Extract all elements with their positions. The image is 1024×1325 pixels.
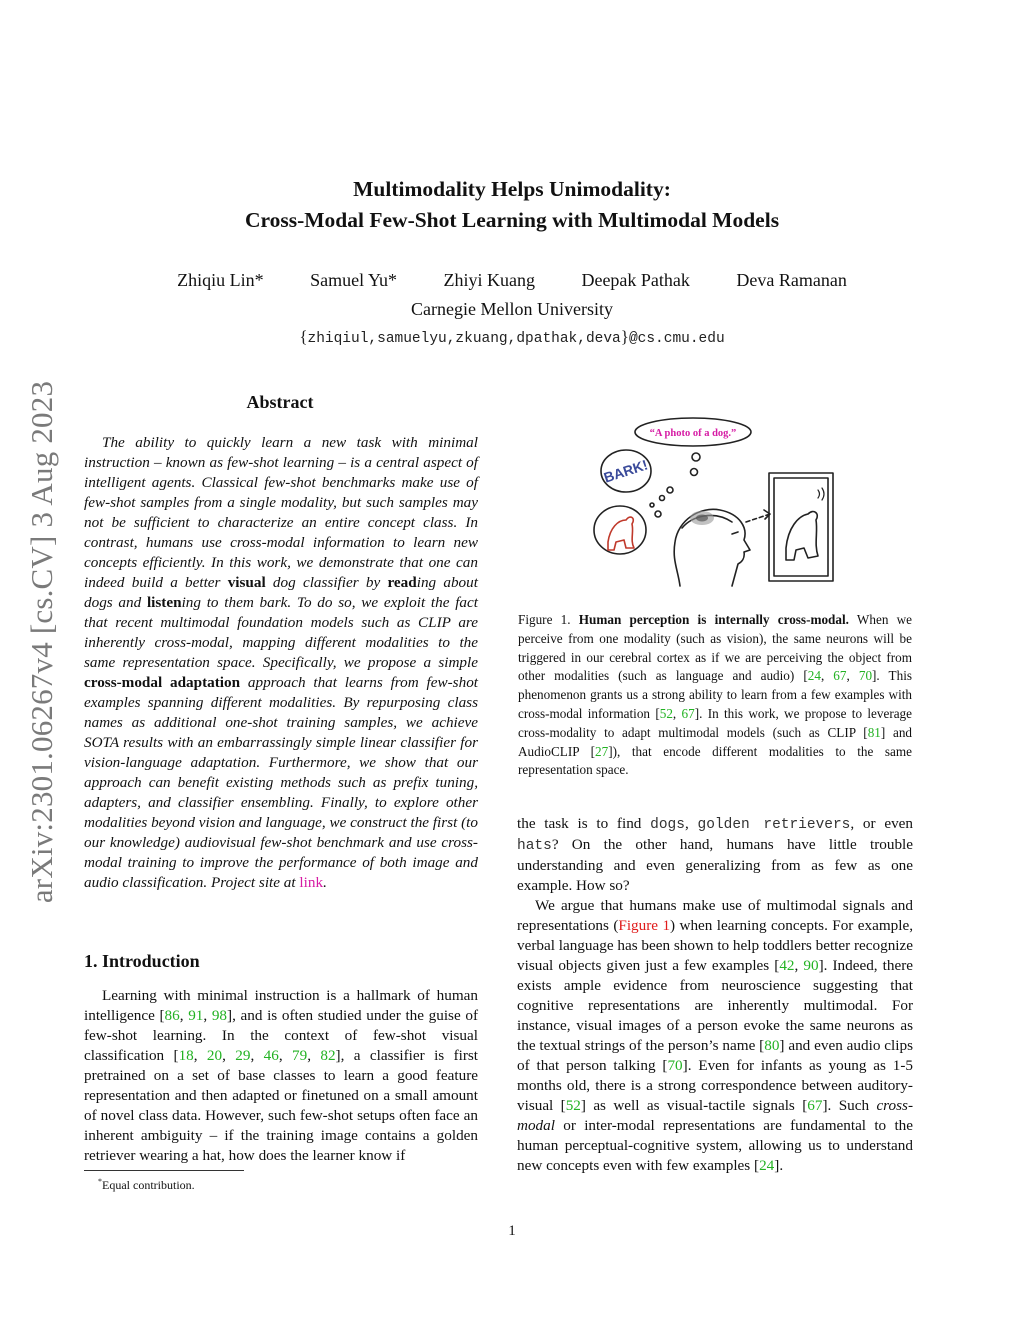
introduction-body: Learning with minimal instruction is a hallmark of human intelligence [86, 91, 98], and is often studied under the guise of few-shot learning. In the context of few-shot visual classification [18, 20, 29, 46, 79, 82], a classifier is first pretrained on a set of base classes to learn a good feature representation and then adapted or finetuned on a small amount of novel class data. However, such few-shot setups often face an inherent ambiguity – if the training image contains a golden retriever wearing a hat, how does the learner know if — [84, 987, 479, 1164]
author: Deepak Pathak — [581, 270, 690, 290]
citation-link[interactable]: 52 — [659, 705, 673, 721]
author-list — [0, 270, 1024, 291]
citation-link[interactable]: 70 — [667, 1057, 683, 1074]
paper-title — [0, 174, 1024, 236]
citation-link[interactable]: 98 — [211, 1007, 228, 1024]
citation-link[interactable]: 24 — [759, 1157, 775, 1174]
code-term: dogs — [650, 817, 685, 833]
title-line-1: Multimodality Helps Unimodality: — [353, 177, 671, 201]
right-column-body: the task is to find dogs, golden retrievers, or even hats? On the other hand, humans have little trouble understanding and even generalizing from as few as one example. How so? We argue that humans make use of multimodal signals and representations (Figure 1) when learning concepts. For example, verbal language has been shown to help toddlers better recognize visual objects given just a few examples [42, 90]. Indeed, there exists ample evidence from neuroscience suggesting that cognitive representations are inherently multimodal. For instance, visual images of a person evoke the same neurons as the textual strings of the person’s name [80] and even audio clips of that person talking [70]. Even for infants as young as 1-5 months old, there is a strong correspondence between auditory-visual [52] as well as visual-tactile signals [67]. Such cross-modal or inter-modal representations are fundamental to the human perceptual-cognitive system, allowing us to understand new concepts even with few examples [24]. — [517, 815, 914, 1174]
thought-dot — [650, 503, 654, 507]
citation-link[interactable]: 80 — [764, 1037, 780, 1054]
abstract-body: The ability to quickly learn a new task with minimal instruction – known as few-shot learning – is a central aspect of intelligent agents. Classical few-shot benchmarks make use of few-shot samples from a single modality, but such samples may not be sufficient to characterize an entire concept class. In contrast, humans use cross-modal information to learn new concepts efficiently. In this work, we demonstrate that one can indeed build a better visual dog classifier by reading about dogs and listening to them bark. To do so, we exploit the fact that recent multimodal foundation models such as CLIP are inherently cross-modal, mapping different modalities to the same representation space. Specifically, we propose a simple cross-modal adaptation approach that learns from few-shot examples spanning different modalities. By repurposing class names as additional one-shot training samples, we achieve SOTA results with an embarrassingly simple linear classifier for vision-language adaptation. Furthermore, we show that our approach can benefit existing methods such as prefix tuning, adapters, and classifier ensembling. Finally, to explore other modalities beyond vision and language, we construct the first (to our knowledge) audiovisual few-shot benchmark and use cross-modal training to improve the performance of both image and audio classification. Project site at link. — [84, 434, 479, 891]
author: Samuel Yu* — [310, 270, 397, 290]
dog-in-frame — [786, 512, 818, 560]
citation-link[interactable]: 67 — [807, 1097, 823, 1114]
author-emails[interactable]: {zhiqiul,samuelyu,zkuang,dpathak,deva}@cs.cmu.edu — [299, 327, 725, 347]
page-number: 1 — [508, 1223, 516, 1239]
citation-link[interactable]: 91 — [188, 1007, 204, 1024]
section-heading-introduction: 1. Introduction — [84, 951, 200, 971]
code-term: hats — [517, 838, 552, 854]
footnote-rule — [84, 1170, 244, 1171]
figure-reference-link[interactable]: Figure 1 — [618, 917, 671, 934]
thought-dot — [660, 496, 665, 501]
citation-link[interactable]: 67 — [681, 705, 695, 721]
citation-link[interactable]: 24 — [807, 668, 821, 684]
dog-in-thought — [608, 517, 634, 550]
picture-frame-outer — [769, 473, 833, 581]
author: Zhiyi Kuang — [443, 270, 535, 290]
thought-dot — [667, 487, 673, 493]
arxiv-identifier[interactable]: arXiv:2301.06267v4 [cs.CV] 3 Aug 2023 — [24, 380, 59, 904]
citation-link[interactable]: 70 — [858, 668, 873, 684]
citation-link[interactable]: 18 — [178, 1047, 194, 1064]
author: Zhiqiu Lin* — [177, 270, 264, 290]
citation-link[interactable]: 90 — [803, 957, 819, 974]
citation-link[interactable]: 52 — [565, 1097, 581, 1114]
figure-1-illustration — [582, 410, 844, 592]
title-line-2: Cross-Modal Few-Shot Learning with Multimodal Models — [244, 208, 780, 232]
citation-link[interactable]: 82 — [320, 1047, 336, 1064]
citation-link[interactable]: 29 — [235, 1047, 251, 1064]
footnote: *Equal contribution. — [98, 1177, 195, 1192]
project-site-link[interactable]: link — [299, 874, 324, 891]
figure-1-caption: Figure 1. Human perception is internally cross-modal. When we perceive from one modality (such as vision), the same neurons will be triggered in our cerebral cortex as if we are perceiving the object from other modalities (such as language and audio) [24, 67, 70]. This phenomenon grants us a strong ability to learn from a few examples with cross-modal information [52, 67]. In this work, we propose to leverage cross-modality to adapt multimodal models (such as CLIP [81] and AudioCLIP [27]), that encode different modalities to the same representation space. — [518, 612, 913, 778]
affiliation: Carnegie Mellon University — [411, 299, 613, 319]
author: Deva Ramanan — [736, 270, 847, 290]
citation-link[interactable]: 79 — [292, 1047, 308, 1064]
citation-link[interactable]: 86 — [164, 1007, 180, 1024]
citation-link[interactable]: 27 — [595, 743, 609, 759]
thought-dot — [691, 469, 698, 476]
bark-text: BARK! — [601, 456, 650, 486]
citation-link[interactable]: 67 — [833, 668, 847, 684]
thought-bubble-image — [594, 506, 646, 554]
citation-link[interactable]: 42 — [779, 957, 795, 974]
citation-link[interactable]: 20 — [206, 1047, 223, 1064]
sound-waves — [818, 488, 824, 500]
code-term: golden retrievers — [697, 817, 851, 833]
citation-link[interactable]: 46 — [263, 1047, 279, 1064]
thought-dot — [692, 453, 700, 461]
citation-link[interactable]: 81 — [867, 724, 881, 740]
thought-dot — [655, 511, 661, 517]
abstract-heading: Abstract — [246, 392, 314, 412]
language-quote: “A photo of a dog.” — [649, 428, 737, 439]
